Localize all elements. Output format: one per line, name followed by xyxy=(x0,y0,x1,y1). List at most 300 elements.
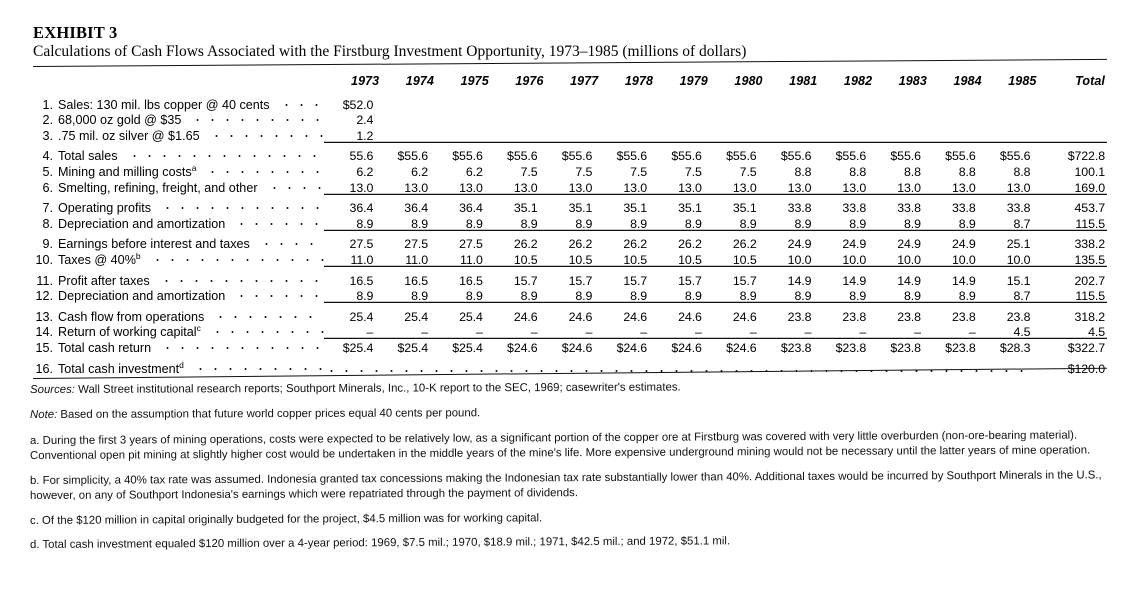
cell-1978 xyxy=(598,96,653,112)
cell-total xyxy=(1036,96,1107,112)
cell-1980: 8.9 xyxy=(708,215,763,231)
cell-1979: 24.6 xyxy=(678,309,702,324)
table-row xyxy=(33,324,1107,340)
cell-1977: 13.0 xyxy=(544,179,599,195)
cell-1979: 13.0 xyxy=(653,179,708,195)
cell-1984: 33.8 xyxy=(951,201,976,216)
cell-1985 xyxy=(982,112,1037,128)
sources-text: Wall Street institutional research reports; Southport Minerals, Inc., 10-K report to the SEC, 1969; casewriter's estimates. xyxy=(74,381,681,396)
dot-leader xyxy=(159,273,325,285)
cell-1984: 8.8 xyxy=(958,164,976,179)
cell-1975: 8.9 xyxy=(434,288,489,304)
cell-1984: 13.0 xyxy=(927,179,982,195)
cell-1984: $23.8 xyxy=(945,340,976,355)
cell-1976 xyxy=(489,96,544,112)
cell-1978: 8.9 xyxy=(598,215,653,231)
cell-1985: 8.8 xyxy=(1013,164,1031,179)
row-label-text xyxy=(53,341,151,355)
cell-1976: $55.6 xyxy=(507,149,538,164)
cell-1973: 1.2 xyxy=(324,127,379,143)
footnote-c: c. Of the $120 million in capital originally budgeted for the project, $4.5 million was for working capital. xyxy=(29,512,543,527)
cell-1981: $55.6 xyxy=(780,149,812,164)
cell-1979 xyxy=(653,127,708,143)
cell-1980 xyxy=(708,112,763,128)
cell-1980 xyxy=(708,127,763,143)
cell-1977: 26.2 xyxy=(568,237,593,252)
row-label-value: 68,000 oz gold @ $35 xyxy=(58,113,182,128)
column-header-1974: 1974 xyxy=(405,74,435,88)
cell-1984: 8.9 xyxy=(927,215,982,231)
row-label-value: Mining and milling costs xyxy=(58,164,192,179)
cell-1985: 8.7 xyxy=(982,288,1037,304)
cell-1976: 13.0 xyxy=(489,179,544,195)
row-label-text xyxy=(53,162,197,179)
header-row xyxy=(33,67,1107,96)
dot-leader xyxy=(259,236,325,248)
cell-1974: 25.4 xyxy=(404,309,429,324)
row-label-text xyxy=(53,113,181,127)
cell-1976: 10.5 xyxy=(489,251,544,267)
cell-1976 xyxy=(489,112,544,128)
row-label-text xyxy=(53,201,151,215)
cell-1978: $55.6 xyxy=(616,149,648,164)
cell-1985: $28.3 xyxy=(999,340,1031,355)
table-row xyxy=(33,143,1107,164)
cell-total: 202.7 xyxy=(1074,273,1105,288)
cell-1983: 33.8 xyxy=(897,201,921,216)
cell-1982: 24.9 xyxy=(842,237,867,252)
cell-total: 4.5 xyxy=(1036,324,1107,340)
cell-1980: 7.5 xyxy=(739,164,757,179)
cell-1979: 26.2 xyxy=(678,237,702,252)
cell-1983: 13.0 xyxy=(872,179,927,195)
cell-1977: $55.6 xyxy=(561,149,593,164)
cell-1982 xyxy=(817,127,872,143)
cell-total xyxy=(1036,112,1107,128)
cell-1984: 10.0 xyxy=(927,251,982,267)
cell-1973: 25.4 xyxy=(349,309,374,324)
row-label-text xyxy=(53,359,184,376)
column-header-1978: 1978 xyxy=(624,74,654,88)
cell-1973: 36.4 xyxy=(349,201,374,216)
cell-1973: 8.9 xyxy=(324,215,379,231)
cell-1984: 14.9 xyxy=(951,273,976,288)
cash-flow-table xyxy=(33,67,1107,376)
column-header-1975: 1975 xyxy=(460,74,489,88)
cell-1976: 15.7 xyxy=(513,273,538,288)
cell-1985: 25.1 xyxy=(1006,237,1031,252)
cell-total: $722.8 xyxy=(1067,149,1105,164)
cell-1985: 4.5 xyxy=(982,324,1037,340)
cell-1981: 33.8 xyxy=(787,201,812,216)
cell-1974: 16.5 xyxy=(404,273,429,288)
row-label-text xyxy=(53,217,225,231)
cell-1984 xyxy=(927,96,982,112)
table-row xyxy=(33,127,1107,143)
column-header-1983: 1983 xyxy=(898,74,927,88)
dot-leader xyxy=(205,164,324,176)
table-row xyxy=(33,96,1107,112)
row-number: 15. xyxy=(35,340,53,355)
row-label-value: Profit after taxes xyxy=(58,273,150,288)
cell-1983: 14.9 xyxy=(897,273,921,288)
cell-1985: $55.6 xyxy=(999,149,1031,164)
row-label xyxy=(33,339,324,355)
row-number: 7. xyxy=(42,201,53,216)
cell-1978 xyxy=(598,127,653,143)
cell-1982: $55.6 xyxy=(835,149,867,164)
cell-1983 xyxy=(872,112,927,128)
row-number: 11. xyxy=(36,273,53,288)
cell-1979: 8.9 xyxy=(653,288,708,304)
dot-leader xyxy=(193,361,325,373)
cell-1979: $24.6 xyxy=(671,340,702,355)
cell-1976: 8.9 xyxy=(489,215,544,231)
cell-1983: – xyxy=(872,324,927,340)
cell-1984 xyxy=(927,127,982,143)
table-body xyxy=(33,96,1107,376)
cell-1973: $52.0 xyxy=(342,97,374,112)
table-row xyxy=(33,303,1107,324)
column-header-1976: 1976 xyxy=(515,74,544,88)
row-number: 4. xyxy=(42,149,53,164)
cell-1982: 8.9 xyxy=(817,215,872,231)
row-label xyxy=(33,112,324,128)
cell-1975: 25.4 xyxy=(459,309,483,324)
cell-1976 xyxy=(489,127,544,143)
cell-1982: 13.0 xyxy=(817,179,872,195)
table-head xyxy=(33,67,1107,96)
cell-1975: 11.0 xyxy=(434,251,489,267)
row-label-value: Depreciation and amortization xyxy=(58,289,226,304)
table-row xyxy=(33,251,1107,267)
cell-1983: 8.8 xyxy=(903,164,921,179)
dot-leader xyxy=(209,128,325,140)
row-label-value: Operating profits xyxy=(58,201,152,216)
cell-1981: 23.8 xyxy=(787,309,812,324)
cell-total: 453.7 xyxy=(1074,201,1105,216)
footnote-b: b. For simplicity, a 40% tax rate was assumed. Indonesia granted tax concessions making the Indonesian tax rate substantially lower than 40%. Additional taxes would be incurred by Southport Minerals in the U.S., however, on any of Southport Indonesia's earnings which were repatriated through the payment of dividends. xyxy=(29,469,1102,503)
cell-total: 115.5 xyxy=(1036,215,1107,231)
cell-1985: 8.7 xyxy=(982,215,1037,231)
footnote-d: d. Total cash investment equaled $120 million over a 4-year period: 1969, $7.5 mil.; 1970, $18.9 mil.; 1971, $42.5 mil.; and 1972, $51.1 mil. xyxy=(29,535,731,551)
cell-1981: 8.9 xyxy=(763,288,818,304)
row-label-value: Cash flow from operations xyxy=(58,309,205,324)
cell-1973: 6.2 xyxy=(356,164,374,179)
row-number: 12. xyxy=(35,289,53,304)
cell-1978: 8.9 xyxy=(598,288,653,304)
cell-1974: $25.4 xyxy=(397,340,429,355)
column-header-1979: 1979 xyxy=(679,74,708,88)
cell-1977: 35.1 xyxy=(568,201,593,216)
cell-1983: $55.6 xyxy=(890,149,921,164)
cell-1974: – xyxy=(379,324,434,340)
table-row xyxy=(33,195,1107,216)
column-header-1985: 1985 xyxy=(1008,74,1037,88)
column-header-1982: 1982 xyxy=(843,74,873,88)
cell-1982 xyxy=(817,96,872,112)
row-number: 14. xyxy=(35,325,53,340)
cell-1979: 10.5 xyxy=(653,251,708,267)
row-label xyxy=(33,127,324,143)
cell-1979: $55.6 xyxy=(671,149,702,164)
cell-1984: – xyxy=(927,324,982,340)
row-label-value: Smelting, refining, freight, and other xyxy=(58,180,258,195)
cell-1980: 35.1 xyxy=(732,201,757,216)
cell-1976: 26.2 xyxy=(513,237,538,252)
cell-1976: 24.6 xyxy=(513,309,538,324)
cell-1985 xyxy=(982,96,1037,112)
cell-1982: $23.8 xyxy=(835,340,867,355)
cell-1975 xyxy=(434,112,489,128)
cell-1982: 33.8 xyxy=(842,201,867,216)
row-number: 9. xyxy=(42,237,53,252)
row-label xyxy=(33,143,324,164)
row-label-value: Taxes @ 40% xyxy=(58,252,136,267)
cell-1978: – xyxy=(598,324,653,340)
cell-1981 xyxy=(763,112,818,128)
cell-1984: 23.8 xyxy=(951,309,976,324)
dot-leader xyxy=(150,252,325,264)
cell-1983: 24.9 xyxy=(897,237,921,252)
exhibit-title: Calculations of Cash Flows Associated with the Firstburg Investment Opportunity, 1973–1985 (millions of dollars) xyxy=(33,43,747,61)
cell-1984: 24.9 xyxy=(951,237,976,252)
row-number: 2. xyxy=(42,113,53,128)
row-label-value: Sales: 130 mil. lbs copper @ 40 cents xyxy=(58,97,270,112)
cell-total: 115.5 xyxy=(1036,288,1107,304)
cell-1979: 35.1 xyxy=(678,201,702,216)
cell-1975: 16.5 xyxy=(459,273,483,288)
cell-1973: 11.0 xyxy=(324,251,379,267)
row-label-value: Total sales xyxy=(58,149,118,164)
row-number: 1. xyxy=(42,97,53,112)
cell-1980 xyxy=(708,96,763,112)
cell-1982: – xyxy=(817,324,872,340)
cell-total: 338.2 xyxy=(1074,237,1105,252)
cell-1975: – xyxy=(434,324,489,340)
cell-1983 xyxy=(872,127,927,143)
row-label xyxy=(33,215,324,231)
cell-1974 xyxy=(379,96,434,112)
cell-1983: $23.8 xyxy=(890,340,921,355)
table-row xyxy=(33,163,1107,179)
row-label xyxy=(33,179,324,195)
notes-block xyxy=(30,383,1110,562)
dot-leader xyxy=(160,200,324,212)
cell-1980: 15.7 xyxy=(732,273,757,288)
row-label-text xyxy=(53,98,270,112)
cell-1978: 26.2 xyxy=(623,237,648,252)
cell-1973: 16.5 xyxy=(349,273,374,288)
cell-1981: 10.0 xyxy=(763,251,818,267)
sources-note xyxy=(30,379,1110,398)
cell-1975: $55.6 xyxy=(452,149,483,164)
cell-1978: $24.6 xyxy=(616,340,648,355)
row-label xyxy=(33,267,324,288)
cell-1985 xyxy=(982,127,1037,143)
cell-1979: 8.9 xyxy=(653,215,708,231)
table-row xyxy=(33,179,1107,195)
cell-1983: 8.9 xyxy=(872,215,927,231)
note-label: Note: xyxy=(29,409,58,422)
cell-1978: 15.7 xyxy=(623,273,648,288)
cell-total: 135.5 xyxy=(1036,251,1107,267)
cell-1978: 24.6 xyxy=(623,309,648,324)
cell-total: $120.0 xyxy=(1067,361,1105,376)
cell-1984 xyxy=(927,112,982,128)
cell-1982 xyxy=(817,112,872,128)
cell-1985: 33.8 xyxy=(1006,201,1031,216)
cell-1985: 10.0 xyxy=(982,251,1037,267)
header-blank xyxy=(33,67,324,96)
cell-1974: 6.2 xyxy=(411,164,429,179)
cell-1973: $25.4 xyxy=(342,340,374,355)
cell-1978: 7.5 xyxy=(630,164,648,179)
cell-1979: 7.5 xyxy=(684,164,702,179)
table-row xyxy=(33,267,1107,288)
cell-1979 xyxy=(653,112,708,128)
row-label-text xyxy=(53,289,225,303)
table-row xyxy=(33,215,1107,231)
row-label xyxy=(33,251,324,267)
cell-1980: 10.5 xyxy=(708,251,763,267)
cell-1981: 13.0 xyxy=(763,179,818,195)
table-row xyxy=(33,339,1107,355)
cell-1974: 8.9 xyxy=(379,215,434,231)
cell-1981: 24.9 xyxy=(787,237,812,252)
cell-total: 100.1 xyxy=(1074,164,1105,179)
row-label xyxy=(33,195,324,216)
row-label-text xyxy=(53,310,204,324)
table-row xyxy=(33,112,1107,128)
cell-1975: $25.4 xyxy=(452,340,483,355)
footnote-marker: d xyxy=(179,359,184,370)
cell-1975: 13.0 xyxy=(434,179,489,195)
dot-leader xyxy=(127,148,325,160)
cell-1974: 11.0 xyxy=(379,251,434,267)
row-number: 10. xyxy=(35,252,53,267)
cell-1977: $24.6 xyxy=(561,340,593,355)
row-number: 5. xyxy=(42,164,53,179)
cell-1985: 13.0 xyxy=(982,179,1037,195)
cell-1982: 8.8 xyxy=(849,164,867,179)
cell-total: 318.2 xyxy=(1074,309,1105,324)
cell-1980: $55.6 xyxy=(726,149,757,164)
dot-leader xyxy=(234,216,324,228)
cell-1974: 36.4 xyxy=(404,201,429,216)
cell-1983 xyxy=(872,96,927,112)
cell-1977: 24.6 xyxy=(568,309,593,324)
cell-1981: – xyxy=(763,324,818,340)
note-text: Based on the assumption that future world copper prices equal 40 cents per pound. xyxy=(57,407,481,422)
cell-1975: 8.9 xyxy=(434,215,489,231)
dot-leader xyxy=(234,288,324,300)
cell-1973: 8.9 xyxy=(324,288,379,304)
cell-1979: – xyxy=(653,324,708,340)
cell-1982: 23.8 xyxy=(842,309,867,324)
cell-1983: 10.0 xyxy=(872,251,927,267)
row-label xyxy=(33,355,324,376)
row-label xyxy=(33,163,324,179)
cell-total: 169.0 xyxy=(1036,179,1107,195)
cell-1973: 55.6 xyxy=(349,149,374,164)
footnote-marker: c xyxy=(196,323,201,334)
cell-1980: 8.9 xyxy=(708,288,763,304)
exhibit-label: EXHIBIT 3 xyxy=(33,23,118,42)
cell-1976: 8.9 xyxy=(489,288,544,304)
row-label xyxy=(33,96,324,112)
cell-total: $322.7 xyxy=(1067,340,1105,355)
footnote-marker: a xyxy=(191,162,197,173)
row-label-value: Total cash investment xyxy=(58,361,180,376)
row-label xyxy=(33,303,324,324)
financial-table-wrapper xyxy=(33,66,1107,379)
row-label-text xyxy=(53,250,141,267)
cell-1981: 14.9 xyxy=(787,273,812,288)
cell-1976: 7.5 xyxy=(520,164,538,179)
row-number: 8. xyxy=(42,216,53,231)
cell-1975: 27.5 xyxy=(459,237,483,252)
row-label-value: Depreciation and amortization xyxy=(58,216,226,231)
cell-1977 xyxy=(544,96,599,112)
cell-1975 xyxy=(434,127,489,143)
dot-leader xyxy=(267,180,325,192)
cell-1982: 14.9 xyxy=(842,273,867,288)
column-header-1984: 1984 xyxy=(953,74,982,88)
cell-1977: 8.9 xyxy=(544,288,599,304)
column-header-1977: 1977 xyxy=(570,74,599,88)
cell-1978: 10.5 xyxy=(598,251,653,267)
row-label-value: Total cash return xyxy=(58,340,152,355)
cell-1977 xyxy=(544,112,599,128)
row-number: 16. xyxy=(35,361,53,376)
cell-1982: 10.0 xyxy=(817,251,872,267)
footnote-marker: b xyxy=(135,250,141,261)
cell-1975 xyxy=(434,96,489,112)
cell-1985: 15.1 xyxy=(1006,273,1031,288)
cell-1981: 8.8 xyxy=(794,164,812,179)
table-row xyxy=(33,288,1107,304)
column-header-1973: 1973 xyxy=(351,74,380,88)
cell-1980: $24.6 xyxy=(726,340,757,355)
cell-1978 xyxy=(598,112,653,128)
cell-1974 xyxy=(379,127,434,143)
cell-1973: 13.0 xyxy=(324,179,379,195)
dot-leader xyxy=(190,112,324,124)
row-label-value: Earnings before interest and taxes xyxy=(58,237,250,252)
cell-1983: 23.8 xyxy=(897,309,921,324)
cell-1978: 13.0 xyxy=(598,179,653,195)
cell-1976: $24.6 xyxy=(507,340,538,355)
table-row xyxy=(33,231,1107,252)
cell-1984: $55.6 xyxy=(945,149,976,164)
dot-leader xyxy=(279,97,325,109)
row-label-text xyxy=(53,237,250,251)
footnote-a: a. During the first 3 years of mining operations, costs were expected to be relatively low, as a significant portion of the copper ore at Firstburg was covered with very little overburden (non-ore-bearing material). Conventional open pit mining at slightly higher cost would be undertaken in the middle years of the mine's life. More expensive underground mining would not be necessary until the latter years of mine operation. xyxy=(29,429,1091,462)
cell-1980: 24.6 xyxy=(732,309,757,324)
dot-leader xyxy=(213,309,324,321)
cell-1974: 27.5 xyxy=(404,237,429,252)
cell-1973: – xyxy=(324,324,379,340)
cell-1980: 13.0 xyxy=(708,179,763,195)
cell-1975: 6.2 xyxy=(465,164,483,179)
cell-1984: 8.9 xyxy=(927,288,982,304)
cell-1982: 8.9 xyxy=(817,288,872,304)
row-label-value: Return of working capital xyxy=(58,325,197,340)
row-label-text xyxy=(53,274,150,288)
dot-leader xyxy=(210,324,325,336)
cell-1977: 15.7 xyxy=(568,273,593,288)
